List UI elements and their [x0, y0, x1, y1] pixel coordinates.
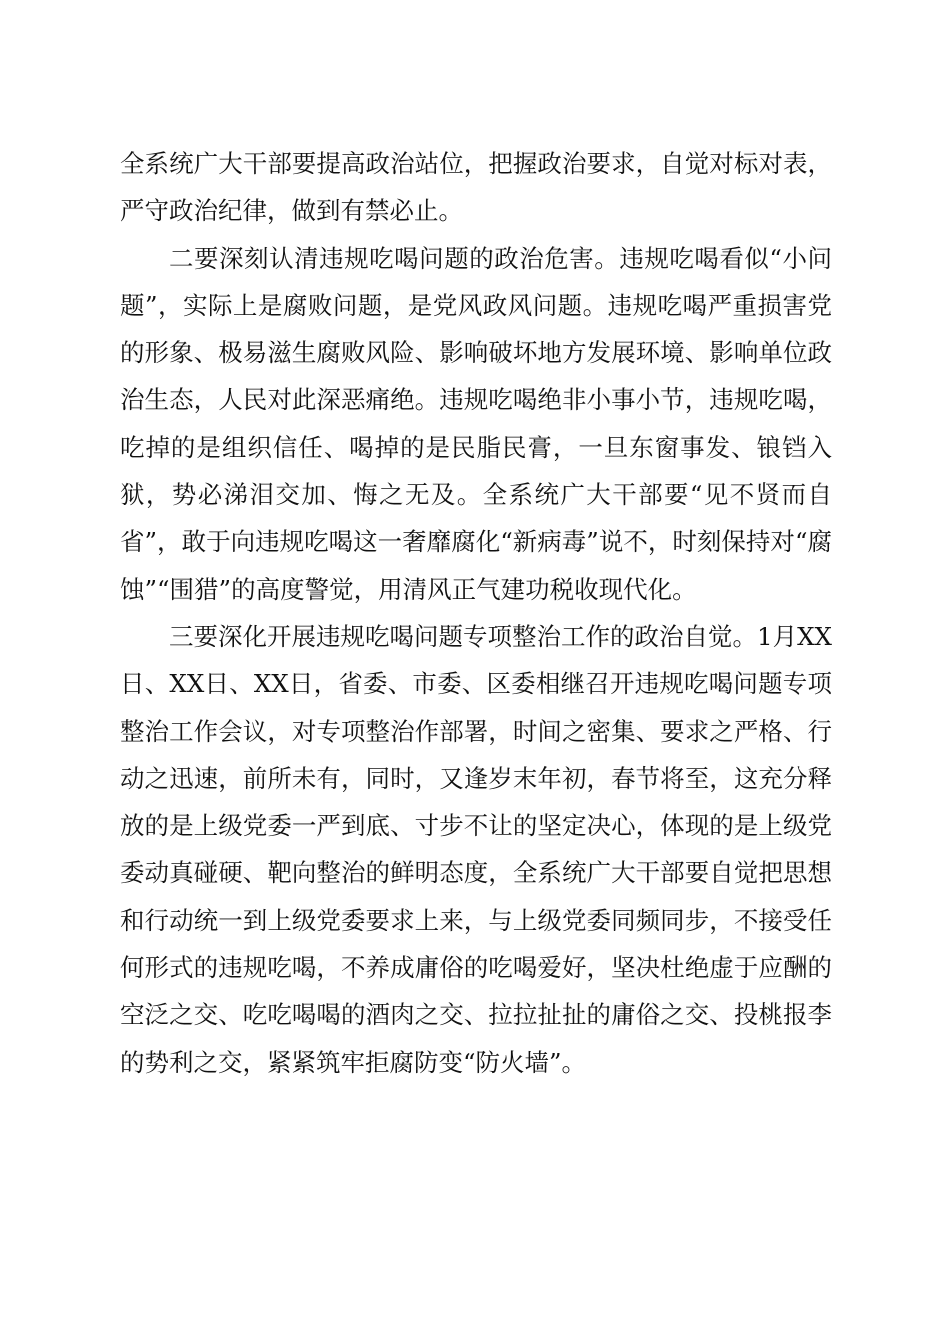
paragraph-1: 全系统广大干部要提高政治站位，把握政治要求，自觉对标对表，严守政治纪律，做到有禁必止。 — [120, 149, 832, 226]
document-body — [120, 140, 832, 1086]
paragraph-2: 二要深刻认清违规吃喝问题的政治危害。违规吃喝看似“小问题”，实际上是腐败问题，是党风政风问题。违规吃喝严重损害党的形象、极易滋生腐败风险、影响破坏地方发展环境、影响单位政治生态，人民对此深恶痛绝。违规吃喝绝非小事小节，违规吃喝，吃掉的是组织信任、喝掉的是民脂民膏，一旦东窗事发、锒铛入狱，势必涕泪交加、悔之无及。全系统广大干部要“见不贤而自省”，敢于向违规吃喝这一奢靡腐化“新病毒”说不，时刻保持对“腐蚀”“围猎”的高度警觉，用清风正气建功税收现代化。 — [120, 243, 832, 604]
paragraph-3: 三要深化开展违规吃喝问题专项整治工作的政治自觉。1月XX日、XX日、XX日，省委、市委、区委相继召开违规吃喝问题专项整治工作会议，对专项整治作部署，时间之密集、要求之严格、行动之迅速，前所未有，同时，又逢岁末年初，春节将至，这充分释放的是上级党委一严到底、寸步不让的坚定决心，体现的是上级党委动真碰硬、靶向整治的鲜明态度，全系统广大干部要自觉把思想和行动统一到上级党委要求上来，与上级党委同频同步，不接受任何形式的违规吃喝，不养成庸俗的吃喝爱好，坚决杜绝虚于应酬的空泛之交、吃吃喝喝的酒肉之交、拉拉扯扯的庸俗之交、投桃报李的势利之交，紧紧筑牢拒腐防变“防火墙”。 — [120, 621, 832, 1077]
